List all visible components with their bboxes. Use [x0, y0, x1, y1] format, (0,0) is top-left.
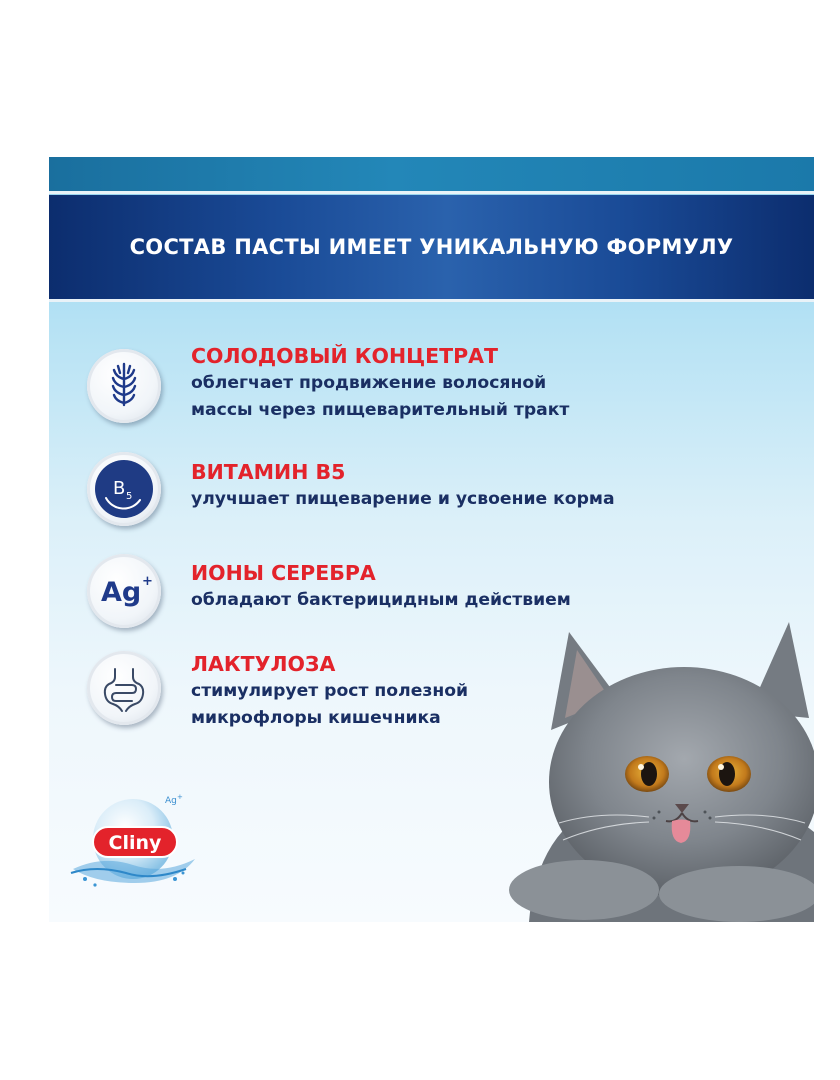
feature-silver-ions — [191, 560, 571, 614]
feature-desc-line: стимулирует рост полезной — [191, 681, 469, 701]
vitamin-b5-icon — [87, 452, 161, 526]
feature-desc-line: микрофлоры кишечника — [191, 708, 441, 728]
feature-title: СОЛОДОВЫЙ КОНЦЕТРАТ — [191, 344, 498, 368]
vitamin-letter: B — [113, 478, 126, 499]
vitamin-subscript: 5 — [126, 491, 133, 502]
feature-title: ВИТАМИН В5 — [191, 460, 346, 484]
product-infographic — [49, 157, 814, 922]
title-banner — [49, 195, 814, 302]
logo-text: Cliny — [108, 832, 162, 854]
cliny-logo — [63, 787, 203, 901]
feature-malt — [191, 343, 569, 424]
cat-illustration — [469, 622, 814, 922]
silver-superscript: + — [142, 574, 153, 589]
feature-desc-line: обладают бактерицидным действием — [191, 590, 571, 610]
silver-ion-icon — [87, 554, 161, 628]
feature-desc-line: массы через пищеварительный тракт — [191, 400, 570, 420]
feature-title: ЛАКТУЛОЗА — [191, 652, 336, 676]
feature-desc-line: облегчает продвижение волосяной — [191, 373, 547, 393]
silver-symbol: Ag — [101, 577, 142, 608]
feature-title: ИОНЫ СЕРЕБРА — [191, 561, 376, 585]
top-strip — [49, 157, 814, 194]
feature-desc-line: улучшает пищеварение и усвоение корма — [191, 489, 615, 509]
wheat-icon — [87, 349, 161, 423]
feature-lactulose — [191, 651, 468, 732]
banner-title: СОСТАВ ПАСТЫ ИМЕЕТ УНИКАЛЬНУЮ ФОРМУЛУ — [129, 235, 734, 259]
intestine-icon — [87, 651, 161, 725]
logo-sup-plus: + — [177, 793, 183, 801]
logo-sup: Ag — [165, 796, 177, 806]
feature-vitamin-b5 — [191, 459, 615, 513]
